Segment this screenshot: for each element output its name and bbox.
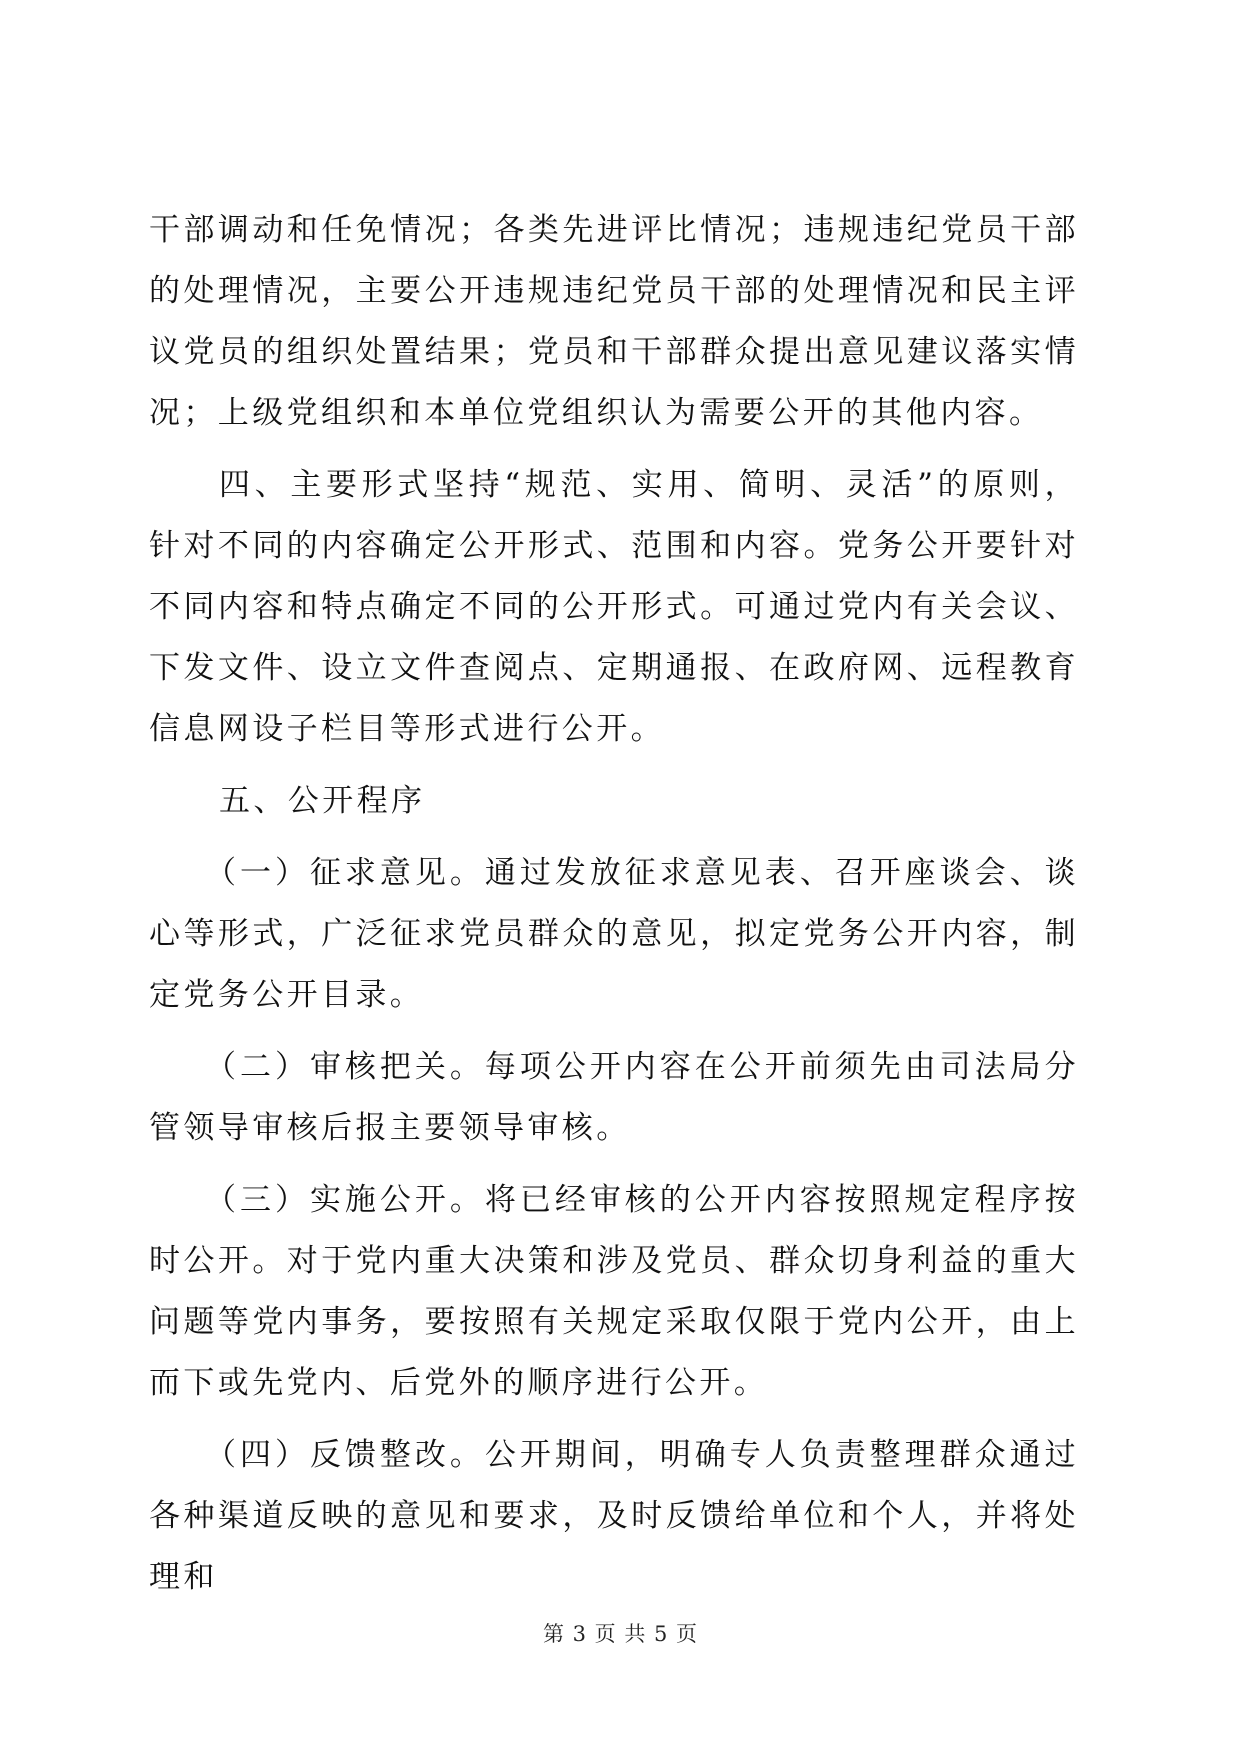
section-5-heading: 五、公开程序 — [219, 783, 426, 819]
paragraph-step-1: （一）征求意见。通过发放征求意见表、召开座谈会、谈心等形式，广泛征求党员群众的意见，拟定党务公开内容，制定党务公开目录。 — [149, 855, 1079, 1013]
paragraph-section-4: 四、主要形式坚持“规范、实用、简明、灵活”的原则，针对不同的内容确定公开形式、范围和内容。党务公开要针对不同内容和特点确定不同的公开形式。可通过党内有关会议、下发文件、设立文件查阅点、定期通报、在政府网、远程教育信息网设子栏目等形式进行公开。 — [149, 467, 1079, 747]
page-number-footer: 第 3 页 共 5 页 — [542, 1622, 699, 1646]
document-body — [149, 200, 1079, 1608]
paragraph-step-4: （四）反馈整改。公开期间，明确专人负责整理群众通过各种渠道反映的意见和要求，及时反馈给单位和个人，并将处理和 — [149, 1437, 1079, 1595]
paragraph-step-3: （三）实施公开。将已经审核的公开内容按照规定程序按时公开。对于党内重大决策和涉及党员、群众切身利益的重大问题等党内事务，要按照有关规定采取仅限于党内公开，由上而下或先党内、后党外的顺序进行公开。 — [149, 1182, 1079, 1401]
paragraph-step-2: （二）审核把关。每项公开内容在公开前须先由司法局分管领导审核后报主要领导审核。 — [149, 1049, 1079, 1146]
paragraph-continuation: 干部调动和任免情况；各类先进评比情况；违规违纪党员干部的处理情况，主要公开违规违纪党员干部的处理情况和民主评议党员的组织处置结果；党员和干部群众提出意见建议落实情况；上级党组织和本单位党组织认为需要公开的其他内容。 — [149, 212, 1079, 431]
